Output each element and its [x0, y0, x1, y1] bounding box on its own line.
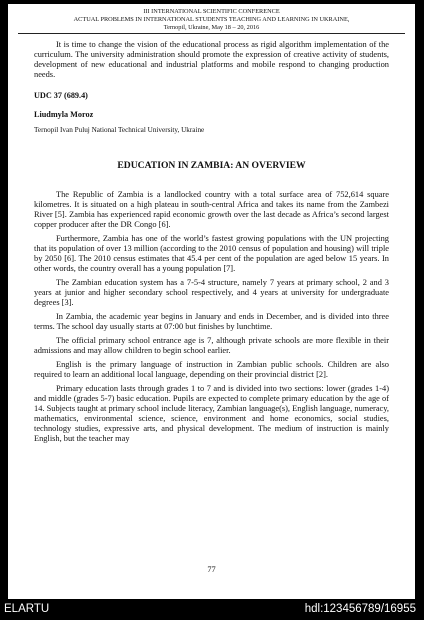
handle-identifier: hdl:123456789/16955 — [304, 603, 416, 615]
document-page — [8, 4, 415, 599]
paragraph-population: Furthermore, Zambia has one of the world’s fastest growing populations with the UN projecting that its population of over 13 million (according to the 2010 census of population and housing) will triple by 2050 [6]. The 2010 census estimates that 45.4 per cent of the population are aged below 15 years. In other words, the country overall has a young population [7]. — [34, 234, 389, 273]
conference-place-date: Ternopil, Ukraine, May 18 – 20, 2016 — [163, 24, 260, 31]
page-number: 77 — [207, 565, 216, 574]
running-head — [20, 8, 403, 32]
header-divider — [18, 33, 405, 34]
author-affiliation: Ternopil Ivan Puluj National Technical University, Ukraine — [34, 126, 205, 134]
paragraph-entrance-age: The official primary school entrance age is 7, although private schools are more flexible in their admissions and may allow children to begin school earlier. — [34, 336, 389, 355]
repository-name: ELARTU — [4, 603, 50, 615]
conference-name: III INTERNATIONAL SCIENTIFIC CONFERENCE — [143, 8, 280, 15]
paragraph-primary-education: Primary education lasts through grades 1 to 7 and is divided into two sections: lower (grades 1-4) and middle (grades 5-7) basic education. Pupils are expected to complete primary education by the age of 14. Subjects taught at primary school include literacy, Zambian language(s), English language, numeracy, mathematics, environmental science, science, environment and home economics, social studies, technology studies, expressive arts, and physical development. The medium of instruction is mainly English, but the teacher may — [34, 384, 389, 443]
paragraph-structure: The Zambian education system has a 7-5-4 structure, namely 7 years at primary school, 2 and 3 years at junior and higher secondary school respectively, and 4 years at university for undergraduate degrees [3]. — [34, 278, 389, 307]
conference-subtitle: ACTUAL PROBLEMS IN INTERNATIONAL STUDENTS TEACHING AND LEARNING IN UKRAINE, — [73, 16, 350, 23]
viewer-footer — [0, 601, 424, 620]
paragraph-academic-year: In Zambia, the academic year begins in January and ends in December, and is divided into three terms. The school day usually starts at 07:00 but finishes by lunchtime. — [34, 312, 389, 331]
paragraph-location: The Republic of Zambia is a landlocked country with a total surface area of 752,614 square kilometres. It is situated on a high plateau in south-central Africa and takes its name from the Zambezi River [5]. Zambia has experienced rapid economic growth over the last decade as Africa’s second largest copper producer after the DR Congo [6]. — [34, 190, 389, 229]
author-name: Liudmyla Moroz — [34, 110, 94, 119]
udc-code: UDC 37 (689.4) — [34, 91, 88, 100]
page-body — [8, 40, 415, 444]
article-title: EDUCATION IN ZAMBIA: AN OVERVIEW — [117, 160, 306, 171]
paragraph-language: English is the primary language of instruction in Zambian public schools. Children are also required to learn an additional local language, depending on their provincial district [2]. — [34, 360, 389, 379]
intro-paragraph: It is time to change the vision of the educational process as rigid algorithm implementation of the curriculum. The university administration should promote the expression of creative activity of students, development of new educational and industrial platforms and mobile respond to changing production needs. — [34, 40, 389, 79]
